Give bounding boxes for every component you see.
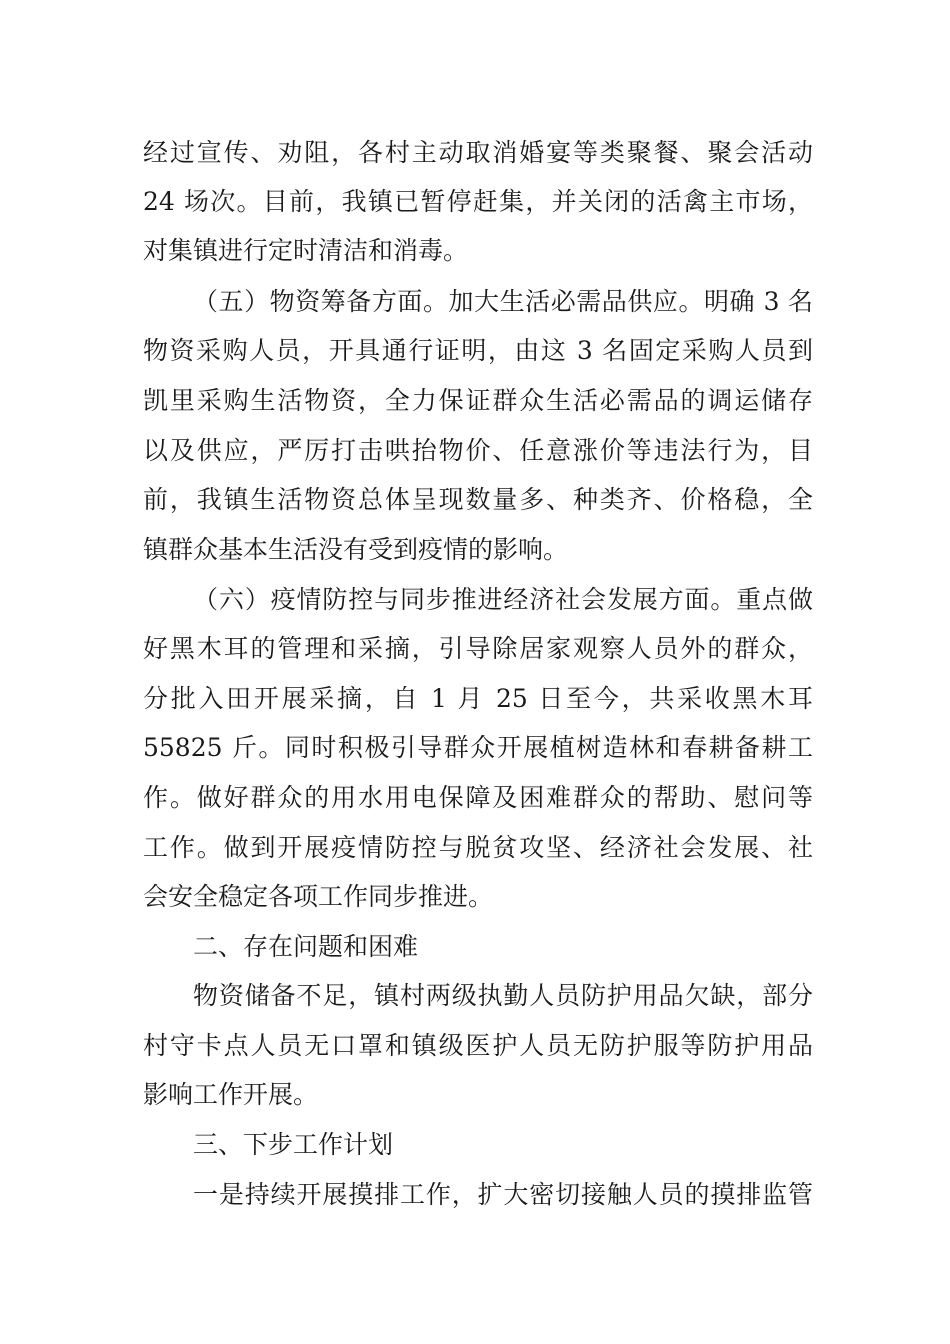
text-line: 55825 斤。同时积极引导群众开展植树造林和春耕备耕工 <box>143 733 813 762</box>
text-line: 以及供应，严厉打击哄抬物价、任意涨价等违法行为，目 <box>143 436 813 465</box>
paragraph-heading-six: （六）疫情防控与同步推进经济社会发展方面。重点做 <box>193 585 813 614</box>
text-line: 会安全稳定各项工作同步推进。 <box>143 882 494 911</box>
paragraph-heading-five: （五）物资筹备方面。加大生活必需品供应。明确 3 名 <box>193 287 813 316</box>
section-heading-next-steps: 三、下步工作计划 <box>193 1130 394 1159</box>
text-line: 作。做好群众的用水用电保障及困难群众的帮助、慰问等 <box>143 783 813 812</box>
section-heading-problems: 二、存在问题和困难 <box>193 932 419 961</box>
text-line: 工作。做到开展疫情防控与脱贫攻坚、经济社会发展、社 <box>143 833 813 862</box>
text-line: 物资储备不足，镇村两级执勤人员防护用品欠缺，部分 <box>193 981 813 1010</box>
text-line: 好黑木耳的管理和采摘，引导除居家观察人员外的群众， <box>143 634 813 663</box>
text-line: 镇群众基本生活没有受到疫情的影响。 <box>143 535 569 564</box>
text-line: 24 场次。目前，我镇已暂停赶集，并关闭的活禽主市场， <box>143 187 813 216</box>
text-line: 村守卡点人员无口罩和镇级医护人员无防护服等防护用品 <box>143 1031 813 1060</box>
text-line: 对集镇进行定时清洁和消毒。 <box>143 236 469 265</box>
text-line: 影响工作开展。 <box>143 1080 319 1109</box>
text-line: 凯里采购生活物资，全力保证群众生活必需品的调运储存 <box>143 386 813 415</box>
text-line: 经过宣传、劝阻，各村主动取消婚宴等类聚餐、聚会活动 <box>143 138 813 167</box>
text-line: 前，我镇生活物资总体呈现数量多、种类齐、价格稳，全 <box>143 485 813 514</box>
text-line: 一是持续开展摸排工作，扩大密切接触人员的摸排监管 <box>193 1180 813 1209</box>
text-line: 物资采购人员，开具通行证明，由这 3 名固定采购人员到 <box>143 336 813 365</box>
text-line: 分批入田开展采摘，自 1 月 25 日至今，共采收黑木耳 <box>143 684 813 713</box>
